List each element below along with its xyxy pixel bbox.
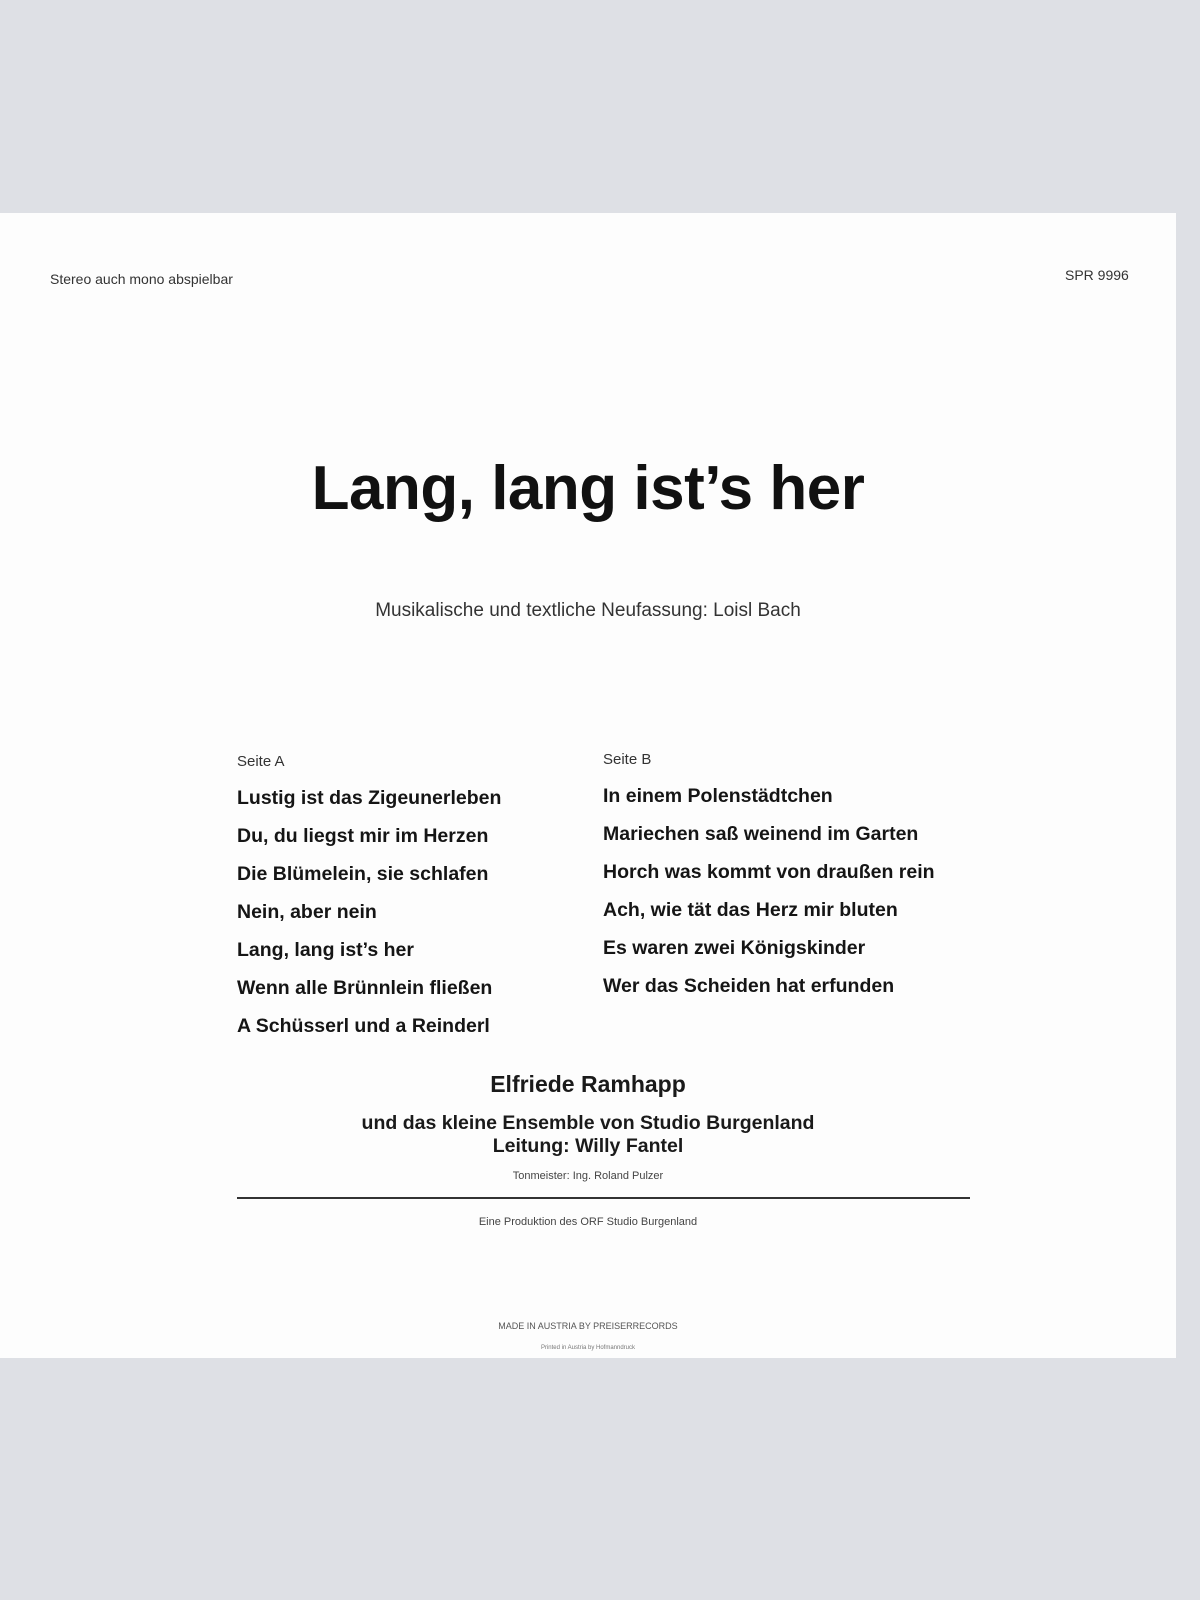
track: Die Blümelein, sie schlafen	[237, 863, 489, 885]
track: Mariechen saß weinend im Garten	[603, 823, 919, 845]
artist-name: Elfriede Ramhapp	[490, 1071, 686, 1097]
track: In einem Polenstädtchen	[603, 785, 833, 807]
track: Lang, lang ist’s her	[237, 939, 414, 961]
side-a	[237, 753, 501, 1052]
production-credit: Eine Produktion des ORF Studio Burgenland	[478, 1216, 698, 1228]
track: A Schüsserl und a Reinderl	[237, 1015, 490, 1037]
track: Horch was kommt von draußen rein	[603, 861, 935, 883]
side-b	[603, 751, 935, 1012]
track: Du, du liegst mir im Herzen	[237, 825, 489, 847]
made-in-note: MADE IN AUSTRIA BY PREISERRECORDS	[498, 1321, 678, 1331]
stereo-note: Stereo auch mono abspielbar	[50, 271, 233, 287]
printed-note: Printed in Austria by Hofmanndruck	[540, 1345, 636, 1351]
track: Es waren zwei Königskinder	[603, 937, 866, 959]
ensemble-name: und das kleine Ensemble von Studio Burgenland	[361, 1112, 815, 1134]
divider	[237, 1197, 970, 1199]
track: Nein, aber nein	[237, 901, 377, 923]
arrangement-credit: Musikalische und textliche Neufassung: Loisl Bach	[375, 600, 801, 621]
track: Wenn alle Brünnlein fließen	[237, 977, 493, 999]
catalog-number: SPR 9996	[1065, 267, 1129, 283]
engineer-credit: Tonmeister: Ing. Roland Pulzer	[512, 1170, 664, 1182]
record-back-cover	[0, 213, 1176, 1358]
track: Lustig ist das Zigeunerleben	[237, 787, 502, 809]
track: Wer das Scheiden hat erfunden	[603, 975, 895, 997]
side-a-label: Seite A	[237, 753, 285, 770]
ensemble-credit	[0, 1112, 1176, 1158]
side-b-label: Seite B	[603, 751, 652, 768]
conductor: Leitung: Willy Fantel	[492, 1135, 684, 1157]
album-title: Lang, lang ist’s her	[311, 454, 865, 523]
track: Ach, wie tät das Herz mir bluten	[603, 899, 898, 921]
